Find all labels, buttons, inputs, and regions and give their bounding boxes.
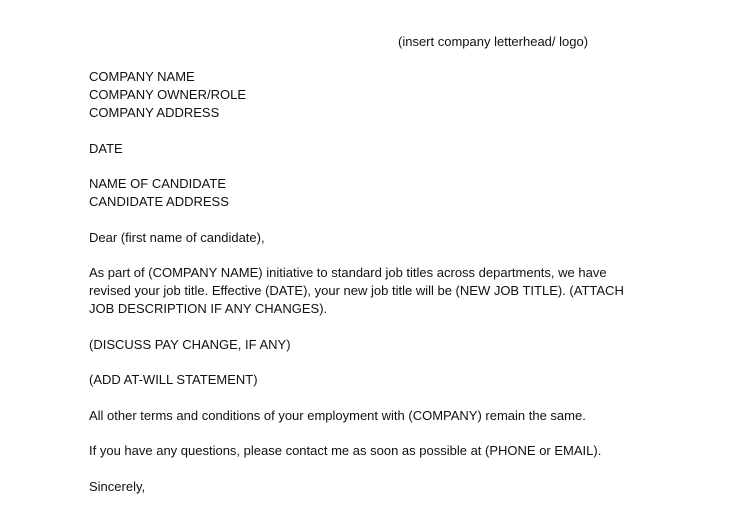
company-name: COMPANY NAME [89, 69, 195, 84]
job-title-paragraph [89, 264, 689, 318]
letter-date: DATE [89, 140, 123, 156]
closing: Sincerely, [89, 478, 146, 494]
sender-block [89, 68, 689, 122]
paragraph-line: JOB DESCRIPTION IF ANY CHANGES). [89, 301, 328, 316]
salutation: Dear (first name of candidate), [89, 229, 265, 245]
letterhead-placeholder: (insert company letterhead/ logo) [398, 34, 589, 49]
letter-body [89, 68, 689, 496]
at-will-placeholder: (ADD AT-WILL STATEMENT) [89, 372, 258, 387]
questions-paragraph: If you have any questions, please contact me as soon as possible at (PHONE or EMAIL). [89, 443, 602, 458]
paragraph-line: revised your job title. Effective (DATE), your new job title will be (NEW JOB TITLE). (ATTACH [89, 283, 624, 298]
company-address: COMPANY ADDRESS [89, 105, 220, 120]
recipient-block [89, 175, 689, 211]
paragraph-line: As part of (COMPANY NAME) initiative to standard job titles across departments, we have [89, 265, 607, 280]
company-owner-role: COMPANY OWNER/ROLE [89, 87, 246, 102]
candidate-name: NAME OF CANDIDATE [89, 176, 226, 191]
pay-change-placeholder: (DISCUSS PAY CHANGE, IF ANY) [89, 336, 291, 352]
candidate-address: CANDIDATE ADDRESS [89, 194, 229, 209]
terms-paragraph: All other terms and conditions of your employment with (COMPANY) remain the same. [89, 407, 586, 423]
